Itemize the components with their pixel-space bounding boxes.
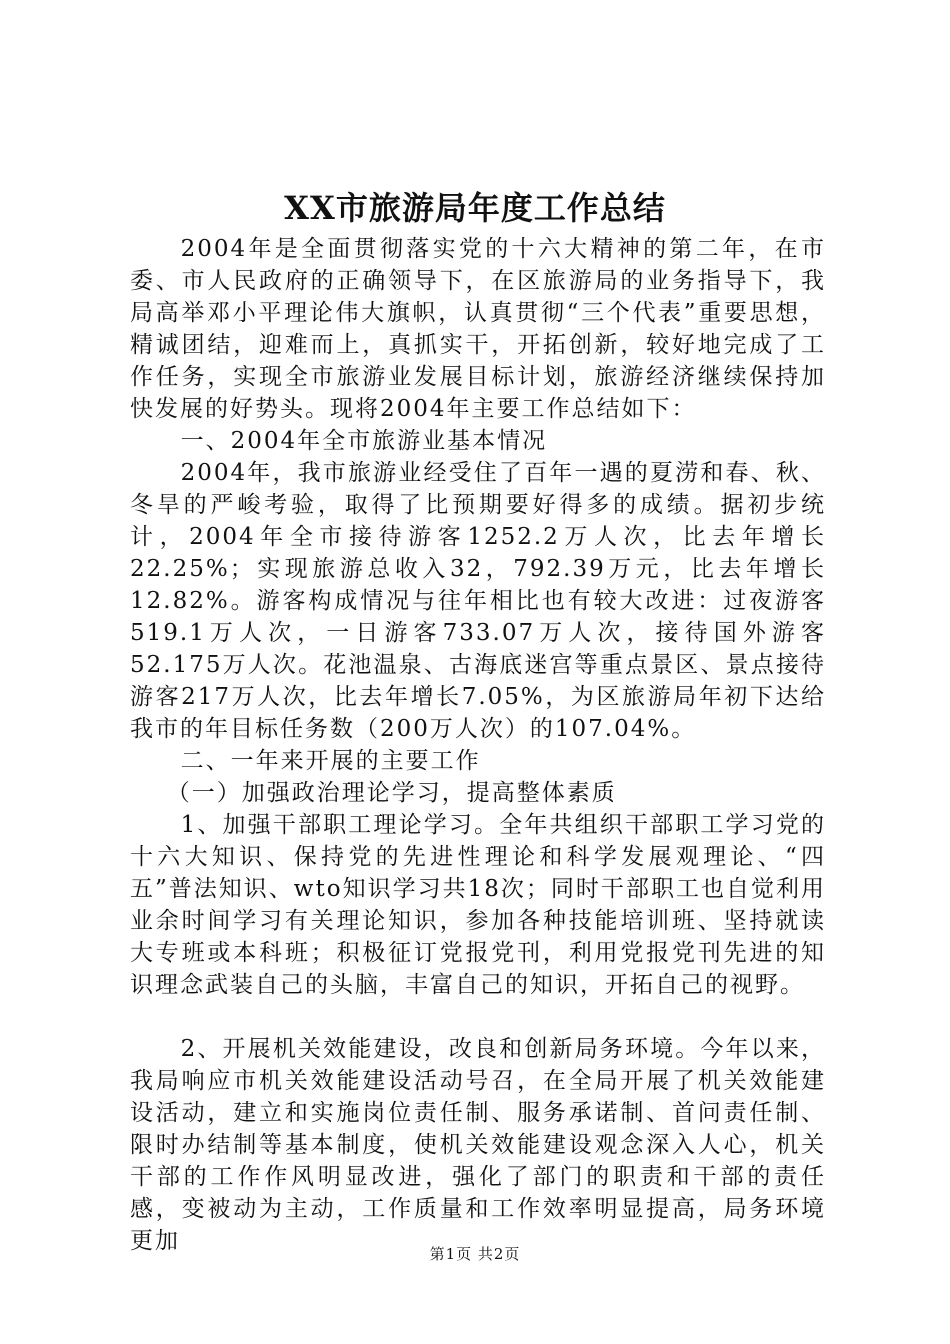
paragraph-overview: 2004年，我市旅游业经受住了百年一遇的夏涝和春、秋、冬旱的严峻考验，取得了比预期要好得多的成绩。据初步统计，2004年全市接待游客1252.2万人次，比去年增长22.25%；实现旅游总收入32，792.39万元，比去年增长12.82%。游客构成情况与往年相比也有较大改进：过夜游客519.1万人次，一日游客733.07万人次，接待国外游客52.175万人次。花池温泉、古海底迷宫等重点景区、景点接待游客217万人次，比去年增长7.05%，为区旅游局年初下达给我市的年目标任务数（200万人次）的107.04%。	[130, 460, 826, 742]
paragraph-item-2: 2、开展机关效能建设，改良和创新局务环境。今年以来，我局响应市机关效能建设活动号召，在全局开展了机关效能建设活动，建立和实施岗位责任制、服务承诺制、首问责任制、限时办结制等基本制度，使机关效能建设观念深入人心，机关干部的工作作风明显改进，强化了部门的职责和干部的责任感，变被动为主动，工作质量和工作效率明显提高，局务环境更加	[130, 1036, 826, 1254]
document-body	[130, 233, 826, 1257]
subsection-heading-1: （一）加强政治理论学习，提高整体素质	[166, 780, 617, 806]
paragraph-gap	[130, 1001, 826, 1033]
section-heading-1: 一、2004年全市旅游业基本情况	[180, 428, 548, 454]
section-heading-2: 二、一年来开展的主要工作	[180, 748, 481, 774]
paragraph-intro: 2004年是全面贯彻落实党的十六大精神的第二年，在市委、市人民政府的正确领导下，在区旅游局的业务指导下，我局高举邓小平理论伟大旗帜，认真贯彻“三个代表”重要思想，精诚团结，迎难而上，真抓实干，开拓创新，较好地完成了工作任务，实现全市旅游业发展目标计划，旅游经济继续保持加快发展的好势头。现将2004年主要工作总结如下：	[130, 236, 826, 422]
page-footer: 第1页 共2页	[429, 1245, 521, 1263]
paragraph-item-1: 1、加强干部职工理论学习。全年共组织干部职工学习党的十六大知识、保持党的先进性理论和科学发展观理论、“四五”普法知识、wto知识学习共18次；同时干部职工也自觉利用业余时间学习有关理论知识，参加各种技能培训班、坚持就读大专班或本科班；积极征订党报党刊，利用党报党刊先进的知识理念武装自己的头脑，丰富自己的知识，开拓自己的视野。	[130, 812, 826, 998]
document-title: XX市旅游局年度工作总结	[284, 189, 666, 227]
